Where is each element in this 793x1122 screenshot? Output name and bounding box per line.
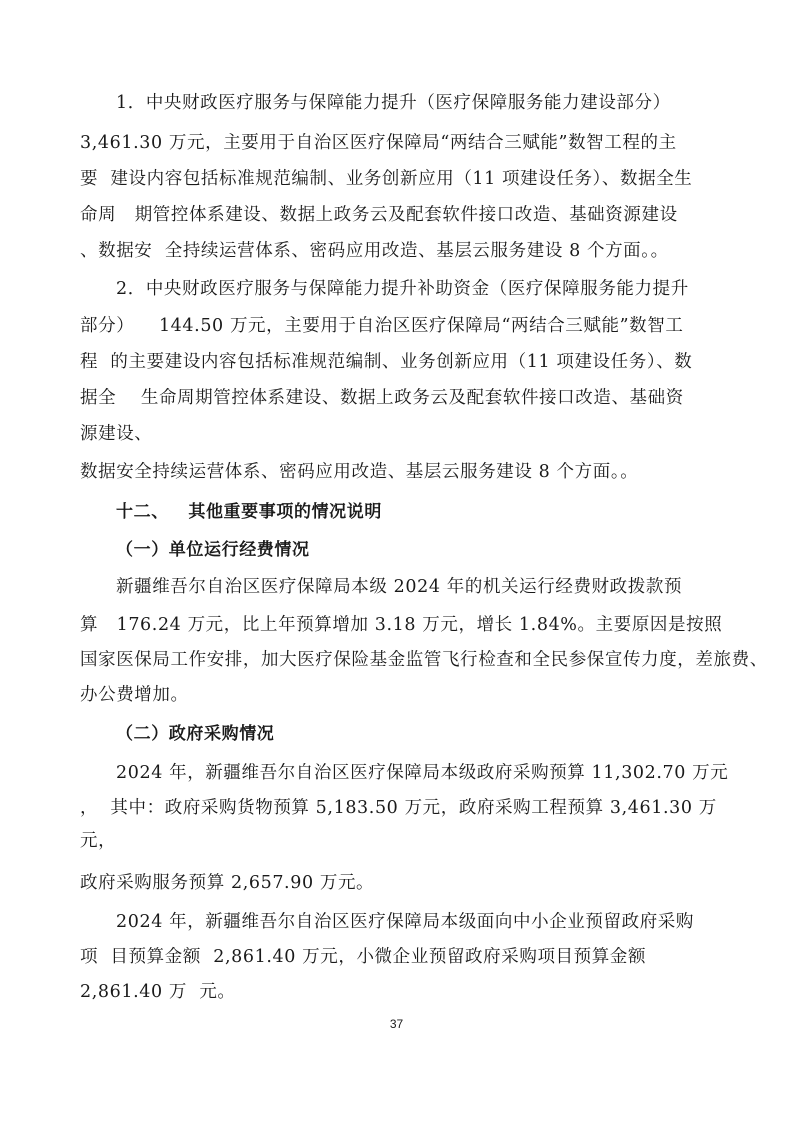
paragraph-line: 2024 年，新疆维吾尔自治区医疗保障局本级政府采购预算 11,302.70 万元	[116, 763, 729, 783]
page-number: 37	[389, 1017, 404, 1031]
section-heading: 十二、 其他重要事项的情况说明	[116, 502, 382, 522]
paragraph-line: 国家医保局工作安排，加大医疗保险基金监管飞行检查和全民参保宣传力度，差旅费、	[80, 650, 768, 670]
paragraph-line: 据全 生命周期管控体系建设、数据上政务云及配套软件接口改造、基础资	[80, 388, 684, 408]
paragraph-line: 2,861.40 万 元。	[80, 982, 236, 1002]
paragraph-line: 2024 年，新疆维吾尔自治区医疗保障局本级面向中小企业预留政府采购	[116, 912, 694, 932]
paragraph-line: 政府采购服务预算 2,657.90 万元。	[80, 873, 375, 893]
paragraph-line: 新疆维吾尔自治区医疗保障局本级 2024 年的机关运行经费财政拨款预	[116, 577, 683, 597]
paragraph-line: 1．中央财政医疗服务与保障能力提升（医疗保障服务能力建设部分）	[116, 93, 671, 113]
paragraph-line: 2．中央财政医疗服务与保障能力提升补助资金（医疗保障服务能力提升	[116, 279, 689, 299]
paragraph-line: ， 其中：政府采购货物预算 5,183.50 万元，政府采购工程预算 3,461.30 万	[80, 798, 717, 818]
paragraph-line: 办公费增加。	[80, 685, 189, 705]
paragraph-line: 数据安全持续运营体系、密码应用改造、基层云服务建设 8 个方面。。	[80, 462, 639, 482]
paragraph-line: 命周 期管控体系建设、数据上政务云及配套软件接口改造、基础资源建设	[80, 205, 678, 225]
paragraph-line: 元，	[80, 831, 117, 851]
paragraph-line: 、数据安 全持续运营体系、密码应用改造、基层云服务建设 8 个方面。。	[80, 241, 669, 261]
paragraph-line: 程 的主要建设内容包括标准规范编制、业务创新应用（11 项建设任务）、数	[80, 352, 693, 372]
paragraph-line: 算 176.24 万元，比上年预算增加 3.18 万元，增长 1.84%。主要原因是按照	[80, 615, 723, 635]
subsection-heading: （一）单位运行经费情况	[116, 540, 310, 560]
paragraph-line: 3,461.30 万元，主要用于自治区医疗保障局“两结合三赋能”数智工程的主	[80, 133, 677, 153]
paragraph-line: 部分） 144.50 万元，主要用于自治区医疗保障局“两结合三赋能”数智工	[80, 316, 684, 336]
paragraph-line: 源建设、	[80, 424, 153, 444]
paragraph-line: 项 目预算金额 2,861.40 万元，小微企业预留政府采购项目预算金额	[80, 947, 647, 967]
paragraph-line: 要 建设内容包括标准规范编制、业务创新应用（11 项建设任务）、数据全生	[80, 169, 693, 189]
subsection-heading: （二）政府采购情况	[116, 724, 275, 744]
